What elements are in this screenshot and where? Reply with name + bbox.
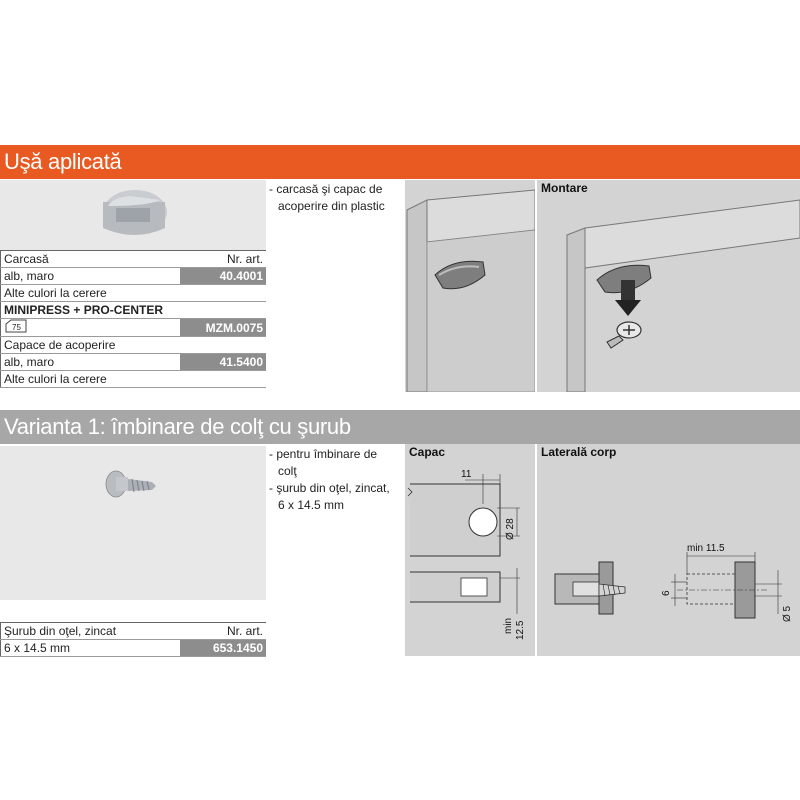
desc-line: - carcasă şi capac de <box>269 182 383 196</box>
mounting-drawing <box>537 180 800 392</box>
housing-image <box>0 180 266 250</box>
row-label: alb, maro <box>1 354 181 371</box>
table-row <box>1 337 267 354</box>
row-label: 6 x 14.5 mm <box>1 640 181 657</box>
screw-product-photo <box>0 446 266 600</box>
row-label: MINIPRESS + PRO-CENTER <box>1 302 267 319</box>
dim-diameter-28: Ø 28 <box>505 518 516 540</box>
housing-product-photo <box>0 180 266 250</box>
table-header-row <box>1 623 267 640</box>
mounting-panel <box>537 180 800 392</box>
table-row <box>1 371 267 388</box>
desc-line: colţ <box>278 464 297 478</box>
cabinet-corner-drawing <box>405 180 535 392</box>
header-art-no: Nr. art. <box>180 623 266 640</box>
header-label: Şurub din oţel, zincat <box>1 623 181 640</box>
table-header-row <box>1 251 267 268</box>
section-title-varianta-1: Varianta 1: îmbinare de colţ cu şurub <box>0 410 800 444</box>
assembly-illustration <box>405 180 535 392</box>
capac-technical-drawing <box>405 444 535 656</box>
desc-line: - şurub din oţel, zincat, <box>269 481 390 495</box>
dim-diameter-5: Ø 5 <box>782 605 793 622</box>
row-label: Alte culori la cerere <box>1 285 267 302</box>
desc-line: 6 x 14.5 mm <box>278 498 345 512</box>
row-label: Alte culori la cerere <box>1 371 267 388</box>
table-row <box>1 268 267 285</box>
panel-title-montare: Montare <box>541 181 588 195</box>
dim-6: 6 <box>661 590 672 596</box>
article-number: MZM.0075 <box>180 319 266 337</box>
laterala-technical-drawing <box>537 444 800 656</box>
dim-12-5: 12.5 <box>515 620 526 640</box>
template-icon-cell <box>1 319 181 337</box>
carcass-side-panel <box>537 444 800 656</box>
header-art-no: Nr. art. <box>180 251 266 268</box>
article-number: 653.1450 <box>180 640 266 657</box>
dim-11: 11 <box>461 469 472 480</box>
template-icon-text: 75 <box>12 323 21 332</box>
row-label: Capace de acoperire <box>1 337 267 354</box>
article-number: 40.4001 <box>180 268 266 285</box>
article-number: 41.5400 <box>180 354 266 371</box>
housing-description <box>269 181 403 215</box>
row-label: alb, maro <box>1 268 181 285</box>
table-row <box>1 640 267 657</box>
header-label: Carcasă <box>1 251 181 268</box>
screw-description <box>269 446 403 514</box>
table-row <box>1 354 267 371</box>
screw-spec-table <box>0 622 266 657</box>
panel-title-laterala-corp: Laterală corp <box>541 445 617 459</box>
table-row <box>1 285 267 302</box>
dim-min-label: min <box>503 617 514 634</box>
desc-line: acoperire din plastic <box>278 199 385 213</box>
table-row <box>1 319 267 337</box>
panel-title-capac: Capac <box>409 445 446 459</box>
door-panel-drawing <box>405 444 535 656</box>
screw-icon <box>607 322 641 348</box>
desc-line: - pentru îmbinare de <box>269 447 378 461</box>
table-row <box>1 302 267 319</box>
screw-image <box>0 446 266 600</box>
housing-spec-table <box>0 250 266 388</box>
section-title-usa-aplicata: Uşă aplicată <box>0 145 800 179</box>
dim-min-11-5: min 11.5 <box>687 543 725 554</box>
template-icon <box>4 319 28 333</box>
